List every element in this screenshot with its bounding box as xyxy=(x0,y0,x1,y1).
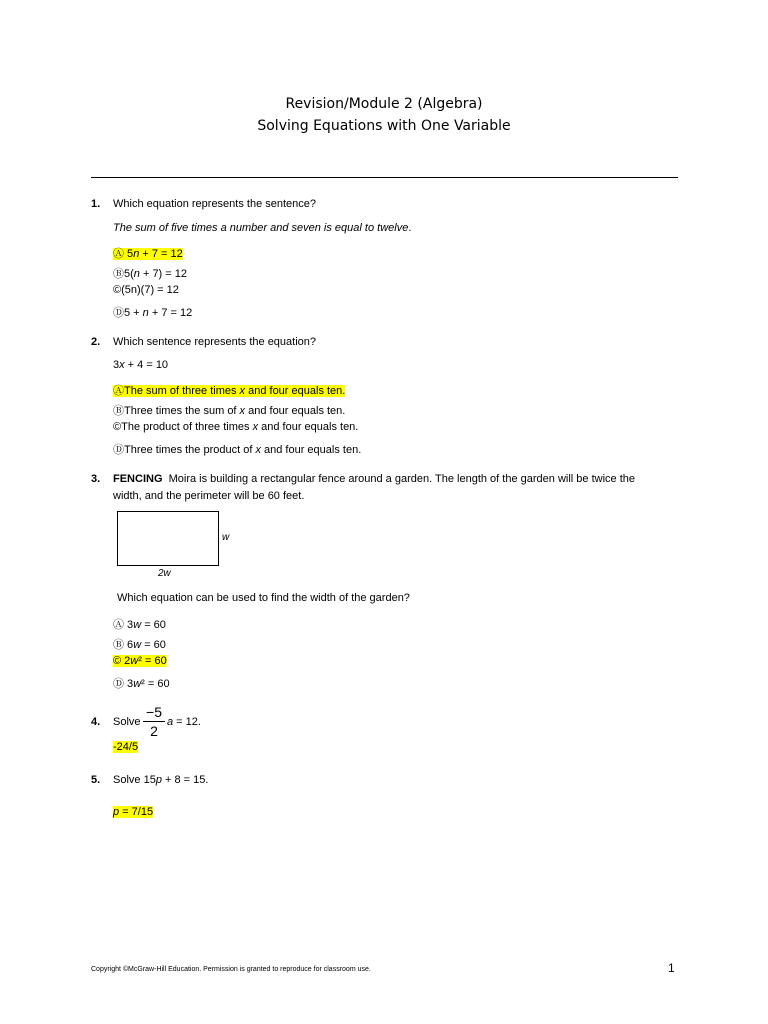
q2-equation xyxy=(113,359,168,371)
q2-c-post: and four equals ten. xyxy=(258,421,359,433)
q2-option-a-highlight xyxy=(113,385,345,397)
q3-d-var: w xyxy=(133,678,142,690)
q3-prompt: Which equation can be used to find the width of the garden? xyxy=(117,592,410,604)
option-d-mark: Ⓓ xyxy=(113,307,124,319)
q5-answer-post: = 7/15 xyxy=(119,806,154,818)
q2-a-var: x xyxy=(239,385,246,397)
option-a-mark: Ⓐ xyxy=(113,248,124,260)
q2-option-c[interactable] xyxy=(113,421,358,433)
q3-a-post: = 60 xyxy=(141,619,166,631)
q2-eq-pre: 3 xyxy=(113,359,120,371)
title-line-1: Revision/Module 2 (Algebra) xyxy=(285,96,483,112)
q1-option-c[interactable] xyxy=(113,284,179,296)
width-label: w xyxy=(222,532,230,543)
q1-option-d[interactable] xyxy=(113,304,192,320)
q2-b-pre: Three times the sum of xyxy=(124,405,240,417)
q4-post: = 12. xyxy=(173,716,201,728)
q1-c-text: (5n)(7) = 12 xyxy=(121,284,179,296)
q5-solve-post: + 8 = 15. xyxy=(161,774,209,786)
option-c-mark: © xyxy=(113,655,122,667)
q1-option-a[interactable] xyxy=(113,245,183,261)
q5-answer-highlight xyxy=(113,806,153,818)
q5-number: 5. xyxy=(91,774,101,786)
garden-rectangle xyxy=(117,511,219,566)
q2-a-post: and four equals ten. xyxy=(245,385,346,397)
q3-option-c[interactable] xyxy=(113,655,167,667)
q2-d-post: and four equals ten. xyxy=(260,444,362,456)
q2-a-pre: The sum of three times xyxy=(124,385,240,397)
q4-var: a xyxy=(167,716,174,728)
fraction-bar xyxy=(143,721,165,722)
q2-eq-var: x xyxy=(119,359,125,371)
q3-text-line-2: width, and the perimeter will be 60 feet. xyxy=(113,490,305,502)
q5-solve-pre: Solve 15 xyxy=(113,774,156,786)
option-b-mark: Ⓑ xyxy=(113,639,124,651)
option-c-mark: © xyxy=(113,284,122,296)
q4-answer[interactable] xyxy=(113,741,138,753)
q2-c-var: x xyxy=(252,421,259,433)
copyright-footer: Copyright ©McGraw-Hill Education. Permission is granted to reproduce for classroom use. xyxy=(91,966,371,973)
q3-b-pre: 6 xyxy=(124,639,134,651)
q1-prompt: Which equation represents the sentence? xyxy=(113,198,317,210)
option-d-mark: Ⓓ xyxy=(113,678,124,690)
q3-option-b[interactable] xyxy=(113,636,166,652)
q4-number: 4. xyxy=(91,716,101,728)
q3-text-line-1 xyxy=(113,473,635,485)
q4-denominator: 2 xyxy=(150,723,158,739)
page-number: 1 xyxy=(668,961,675,975)
q4-equation-rest xyxy=(167,716,201,728)
q2-number: 2. xyxy=(91,336,101,348)
q3-d-pre: 3 xyxy=(124,678,134,690)
option-b-mark: Ⓑ xyxy=(113,405,124,417)
q1-a-post: + 7 = 12 xyxy=(139,248,183,260)
q3-d-post: ² = 60 xyxy=(141,678,170,690)
q2-option-d[interactable] xyxy=(113,441,361,457)
q2-d-var: x xyxy=(255,444,261,456)
q5-answer[interactable] xyxy=(113,806,153,818)
q2-prompt: Which sentence represents the equation? xyxy=(113,336,317,348)
q4-solve-label: Solve xyxy=(113,716,141,728)
option-b-mark: Ⓑ xyxy=(113,268,124,280)
q1-b-post: + 7) = 12 xyxy=(139,268,187,280)
length-label: 2w xyxy=(158,568,171,579)
q3-option-a[interactable] xyxy=(113,616,166,632)
q2-b-var: x xyxy=(239,405,246,417)
q3-a-var: w xyxy=(133,619,142,631)
title-divider xyxy=(91,177,678,178)
q1-d-var: n xyxy=(142,307,149,319)
q1-b-var: n xyxy=(133,268,140,280)
q1-sentence-text: The sum of five times a number and seven is equal to twelve xyxy=(113,222,409,234)
q2-b-post: and four equals ten. xyxy=(245,405,346,417)
q3-c-post: ² = 60 xyxy=(138,655,167,667)
q1-b-pre: 5( xyxy=(124,268,134,280)
q3-option-d[interactable] xyxy=(113,675,170,691)
q2-eq-post: + 4 = 10 xyxy=(124,359,169,371)
q4-fraction xyxy=(143,704,165,739)
q3-keyword: FENCING xyxy=(113,473,163,485)
q3-b-var: w xyxy=(133,639,142,651)
option-d-mark: Ⓓ xyxy=(113,444,124,456)
option-c-mark: © xyxy=(113,421,122,433)
q5-answer-var: p xyxy=(113,806,120,818)
q1-d-post: + 7 = 12 xyxy=(148,307,193,319)
q2-d-pre: Three times the product of xyxy=(124,444,256,456)
q1-a-pre: 5 xyxy=(124,248,134,260)
q4-numerator: −5 xyxy=(146,704,162,720)
q5-prompt xyxy=(113,774,208,786)
option-a-mark: Ⓐ xyxy=(113,385,124,397)
q1-a-var: n xyxy=(133,248,140,260)
q1-sentence-period: . xyxy=(408,222,412,234)
q1-number: 1. xyxy=(91,198,101,210)
option-a-mark: Ⓐ xyxy=(113,619,124,631)
q5-var: p xyxy=(155,774,162,786)
q4-answer-text: -24/5 xyxy=(113,741,139,753)
q1-option-a-highlight xyxy=(113,248,183,260)
q3-text1: Moira is building a rectangular fence around a garden. The length of the garden will be twice the xyxy=(162,473,635,485)
q1-option-b[interactable] xyxy=(113,265,187,281)
q2-c-pre: The product of three times xyxy=(121,421,253,433)
q3-number: 3. xyxy=(91,473,101,485)
q3-c-pre: 2 xyxy=(121,655,131,667)
q2-option-a[interactable] xyxy=(113,382,345,398)
q3-option-c-highlight xyxy=(113,655,167,667)
q3-b-post: = 60 xyxy=(141,639,166,651)
q1-sentence xyxy=(113,222,411,234)
q3-c-var: w xyxy=(130,655,139,667)
title-line-2: Solving Equations with One Variable xyxy=(257,118,511,134)
q2-option-b[interactable] xyxy=(113,402,345,418)
q1-d-pre: 5 + xyxy=(124,307,143,319)
q3-a-pre: 3 xyxy=(124,619,134,631)
